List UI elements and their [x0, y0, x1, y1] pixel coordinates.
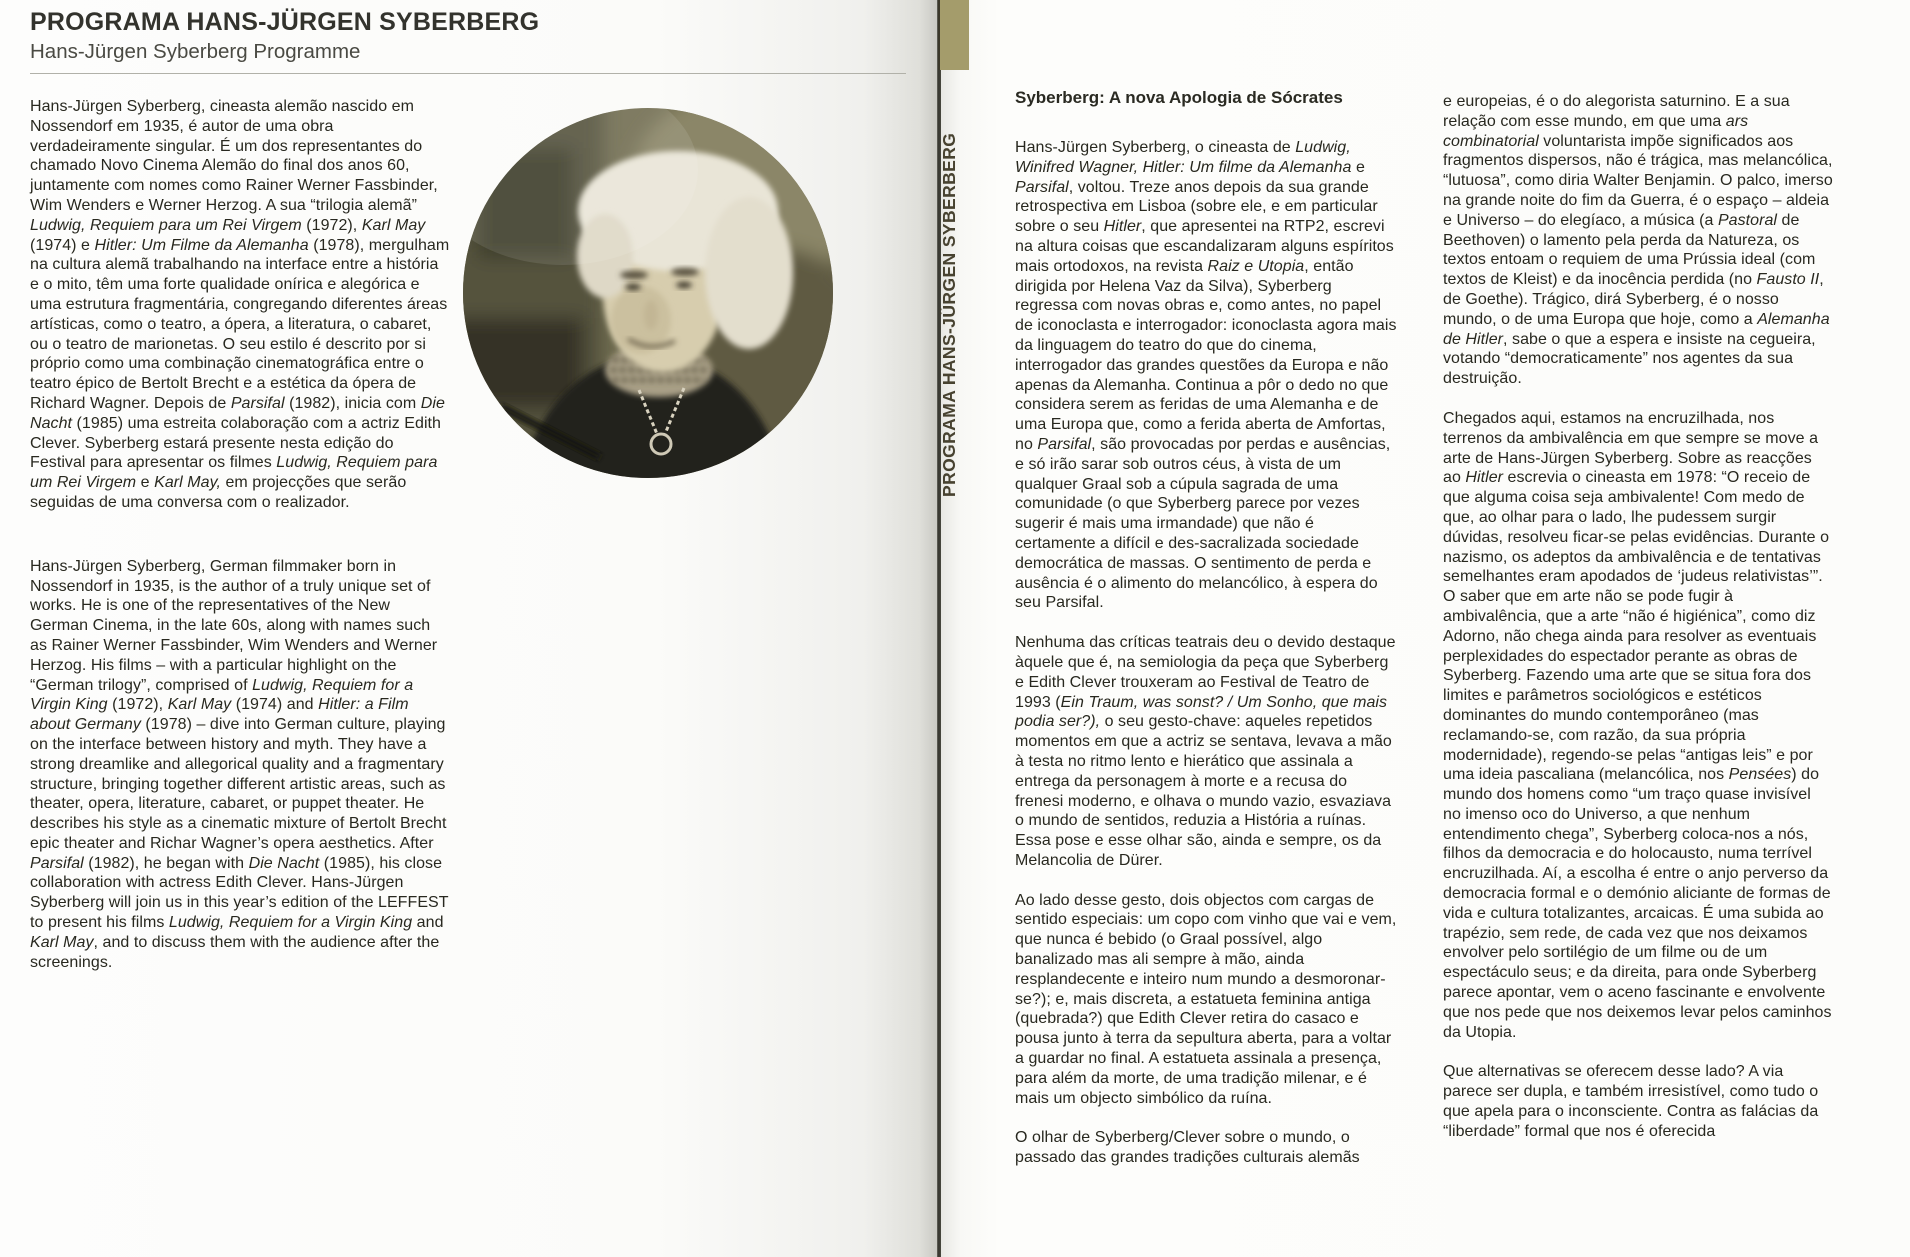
page-title: PROGRAMA HANS-JÜRGEN SYBERBERG [30, 8, 540, 36]
eyebrow-left [620, 271, 648, 279]
eyebrow-right [671, 268, 699, 276]
nose-shade [644, 300, 658, 330]
hair-side [705, 197, 793, 349]
essay-paragraph: Hans-Jürgen Syberberg, o cineasta de Ludwig, Winifred Wagner, Hitler: Um filme da Alemanha e Parsifal, voltou. Treze anos depois da sua grande retrospectiva em Lisboa (sobre ele, e em particular sobre o seu Hitler, que apresentei na RTP2, escrevi na altura coisas que escandalizaram alguns espíritos mais ortodoxos, na revista Raiz e Utopia, então dirigida por Helena Vaz da Silva), Syberberg regressa com novas obras e, como antes, no papel de iconoclasta e interrogador: iconoclasta agora mais da linguagem do teatro do que do cinema, interrogador das grandes questões da Europa e não apenas da Alemanha. Continua a pôr o dedo no que considera serem as feridas de uma Alemanha e de uma Europa que, como a ferida aberta de Amfortas, no Parsifal, são provocadas por perdas e ausências, e só irão sarar sob outros céus, à vista de um qualquer Graal sob a cúpula sagrada de uma comunidade (o que Syberberg parece por vezes sugerir é mais uma irmandade) que não é certamente a difícil e des-sacralizada sociedade democrática de massas. O sentimento de perda e ausência é o alimento do melancólico, à espera do seu Parsifal. [1015, 139, 1397, 612]
essay-heading: Syberberg: A nova Apologia de Sócrates [1015, 88, 1343, 107]
right-page [941, 0, 1910, 1257]
essay-column-2 [1443, 92, 1833, 1162]
portrait-photo [463, 108, 833, 478]
essay-paragraph: e europeias, é o do alegorista saturnino. E a sua relação com esse mundo, em que uma ars combinatorial voluntarista impõe significados aos fragmentos dispersos, não é trágica, mas melancólica, “lutuosa”, como diria Walter Benjamin. O palco, imerso na grande noite do fim da Guerra, é o espaço – aldeia e Universo – do elegíaco, a música (a Pastoral de Beethoven) o lamento pela perda da Natureza, os textos entoam o requiem de uma Prússia ideal (com textos de Kleist) e da inocência perdida (no Fausto II, de Goethe). Trágico, dirá Syberberg, é o nosso mundo, o de uma Europa que hoje, como a Alemanha de Hitler, sabe o que a espera e insiste na cegueira, votando “democraticamente” nos agentes da sua destruição. [1443, 93, 1833, 388]
essay-paragraph: O olhar de Syberberg/Clever sobre o mundo, o passado das grandes tradições culturais alemãs [1015, 1129, 1360, 1167]
corner-tab [938, 0, 969, 70]
side-tab-label: PROGRAMA HANS-JÜRGEN SYBERBERG [939, 132, 959, 497]
title-divider [30, 73, 906, 74]
eye-right [676, 282, 692, 288]
essay-paragraph: Ao lado desse gesto, dois objectos com cargas de sentido especiais: um copo com vinho que vai e vem, que nunca é bebido (o Graal possível, algo banalizado mas ali sempre à mão, ainda resplandecente e inteiro num mundo a desmoronar-se?); e, mais discreta, a estatueta feminina antiga (quebrada?) que Edith Clever retira do casaco e pousa junto à terra da sepultura aberta, para a voltar a guardar no final. A estatueta assinala a presença, para além da morte, de uma tradição milenar, e é mais um objecto simbólico da ruína. [1015, 891, 1397, 1107]
page-subtitle: Hans-Jürgen Syberberg Programme [30, 40, 361, 63]
eye-left [625, 284, 641, 290]
bio-column [30, 97, 450, 1016]
bio-paragraph-en: Hans-Jürgen Syberberg, German filmmaker born in Nossendorf in 1935, is the author of a truly unique set of works. He is one of the representatives of the New German Cinema, in the late 60s, along with names such as Rainer Werner Fassbinder, Wim Wenders and Werner Herzog. His films – with a particular highlight on the “German trilogy”, comprised of Ludwig, Requiem for a Virgin King (1972), Karl May (1974) and Hitler: a Film about Germany (1978) – dive into German culture, playing on the interface between history and myth. They have a strong dreamlike and allegorical quality and a fragmentary structure, bringing together different artistic areas, such as theater, opera, literature, cabaret, or puppet theater. He describes his style as a cinematic mixture of Bertolt Brecht epic theater and Richar Wagner’s opera aesthetics. After Parsifal (1982), he began with Die Nacht (1985), his close collaboration with actress Edith Clever. Hans-Jürgen Syberberg will join us in this year’s edition of the LEFFEST to present his films Ludwig, Requiem for a Virgin King and Karl May, and to discuss them with the audience after the screenings. [30, 557, 449, 971]
essay-column-1 [1015, 88, 1397, 1188]
essay-paragraph: Que alternativas se oferecem desse lado? A via parece ser dupla, e também irresistível, como tudo o que apela para o inconsciente. Contra as falácias da “liberdade” formal que nos é oferecida [1443, 1063, 1819, 1140]
essay-paragraph: Chegados aqui, estamos na encruzilhada, nos terrenos da ambivalência em que sempre se move a arte de Hans-Jürgen Syberberg. Sobre as reacções ao Hitler escrevia o cineasta em 1978: “O receio de que alguma coisa seja ambivalente! Com medo de que, ao olhar para o lado, lhe pudessem surgir dúvidas, resolveu ficar-se pelas evidências. Durante o nazismo, os adeptos da ambivalência e de tentativas semelhantes eram apodados de ‘judeus relativistas’”. O saber que em arte não se pode fugir à ambivalência, que a arte “não é higiénica”, como diz Adorno, não chega ainda para resolver as eventuais perplexidades do espectador perante as obras de Syberberg. Fazendo uma arte que se situa fora dos limites e parâmetros sociológicos e estéticos dominantes do mundo contemporâneo (mas reclamando-se, com razão, da sua própria modernidade), regendo-se pelas “antigas leis” e por uma ideia pascaliana (melancólica, nos Pensées) do mundo dos homens como “um traço quase invisível no imenso oco do Universo, a que nenhum entendimento chega”, Syberberg coloca-nos a nós, filhos da democracia e do holocausto, numa terrível encruzilhada. Aí, a escolha é entre o anjo perverso da democracia formal e o demónio aliciante de formas de vida e cultura totalizantes, arcaicas. É uma subida ao trapézio, sem rede, de cada vez que nos deixamos envolver pelo sortilégio de um filme ou de um espectáculo seus; e da direita, para onde Syberberg parece apontar, vem o aceno fascinante e envolvente que nos pede que nos deixemos levar pelos caminhos da Utopia. [1443, 409, 1832, 1041]
bio-paragraph-pt: Hans-Jürgen Syberberg, cineasta alemão nascido em Nossendorf em 1935, é autor de uma obra verdadeiramente singular. É um dos representantes do chamado Novo Cinema Alemão do final dos anos 60, juntamente com nomes como Rainer Werner Fassbinder, Wim Wenders e Werner Herzog. A sua “trilogia alemã” Ludwig, Requiem para um Rei Virgem (1972), Karl May (1974) e Hitler: Um Filme da Alemanha (1978), mergulham na cultura alemã trabalhando na interface entre a história e o mito, têm uma forte qualidade onírica e alegórica e uma estrutura fragmentária, congregando diferentes áreas artísticas, como o teatro, a ópera, a literatura, o cabaret, ou o teatro de marionetas. O seu estilo é descrito por si próprio como uma combinação cinematográfica entre o teatro épico de Bertolt Brecht e a estética da ópera de Richard Wagner. Depois de Parsifal (1982), inicia com Die Nacht (1985) uma estreita colaboração com a actriz Edith Clever. Syberberg estará presente nesta edição do Festival para apresentar os filmes Ludwig, Requiem para um Rei Virgem e Karl May, em projecções que serão seguidas de uma conversa com o realizador. [30, 98, 450, 511]
left-page [0, 0, 938, 1257]
essay-paragraph: Nenhuma das críticas teatrais deu o devido destaque àquele que é, na semiologia da peça que Syberberg e Edith Clever trouxeram ao Festival de Teatro de 1993 (Ein Traum, was sonst? / Um Sonho, que mais podia ser?), o seu gesto-chave: aqueles repetidos momentos em que a actriz se sentava, levava a mão à testa no ritmo lento e hierático que assinala a entrega da personagem à morte e a recusa do frenesi moderno, e olhava o mundo vazio, esvaziava o mundo de sentidos, reduzia a História a ruínas. Essa pose e esse olhar são, ainda e sempre, os da Melancolia de Dürer. [1015, 634, 1396, 869]
